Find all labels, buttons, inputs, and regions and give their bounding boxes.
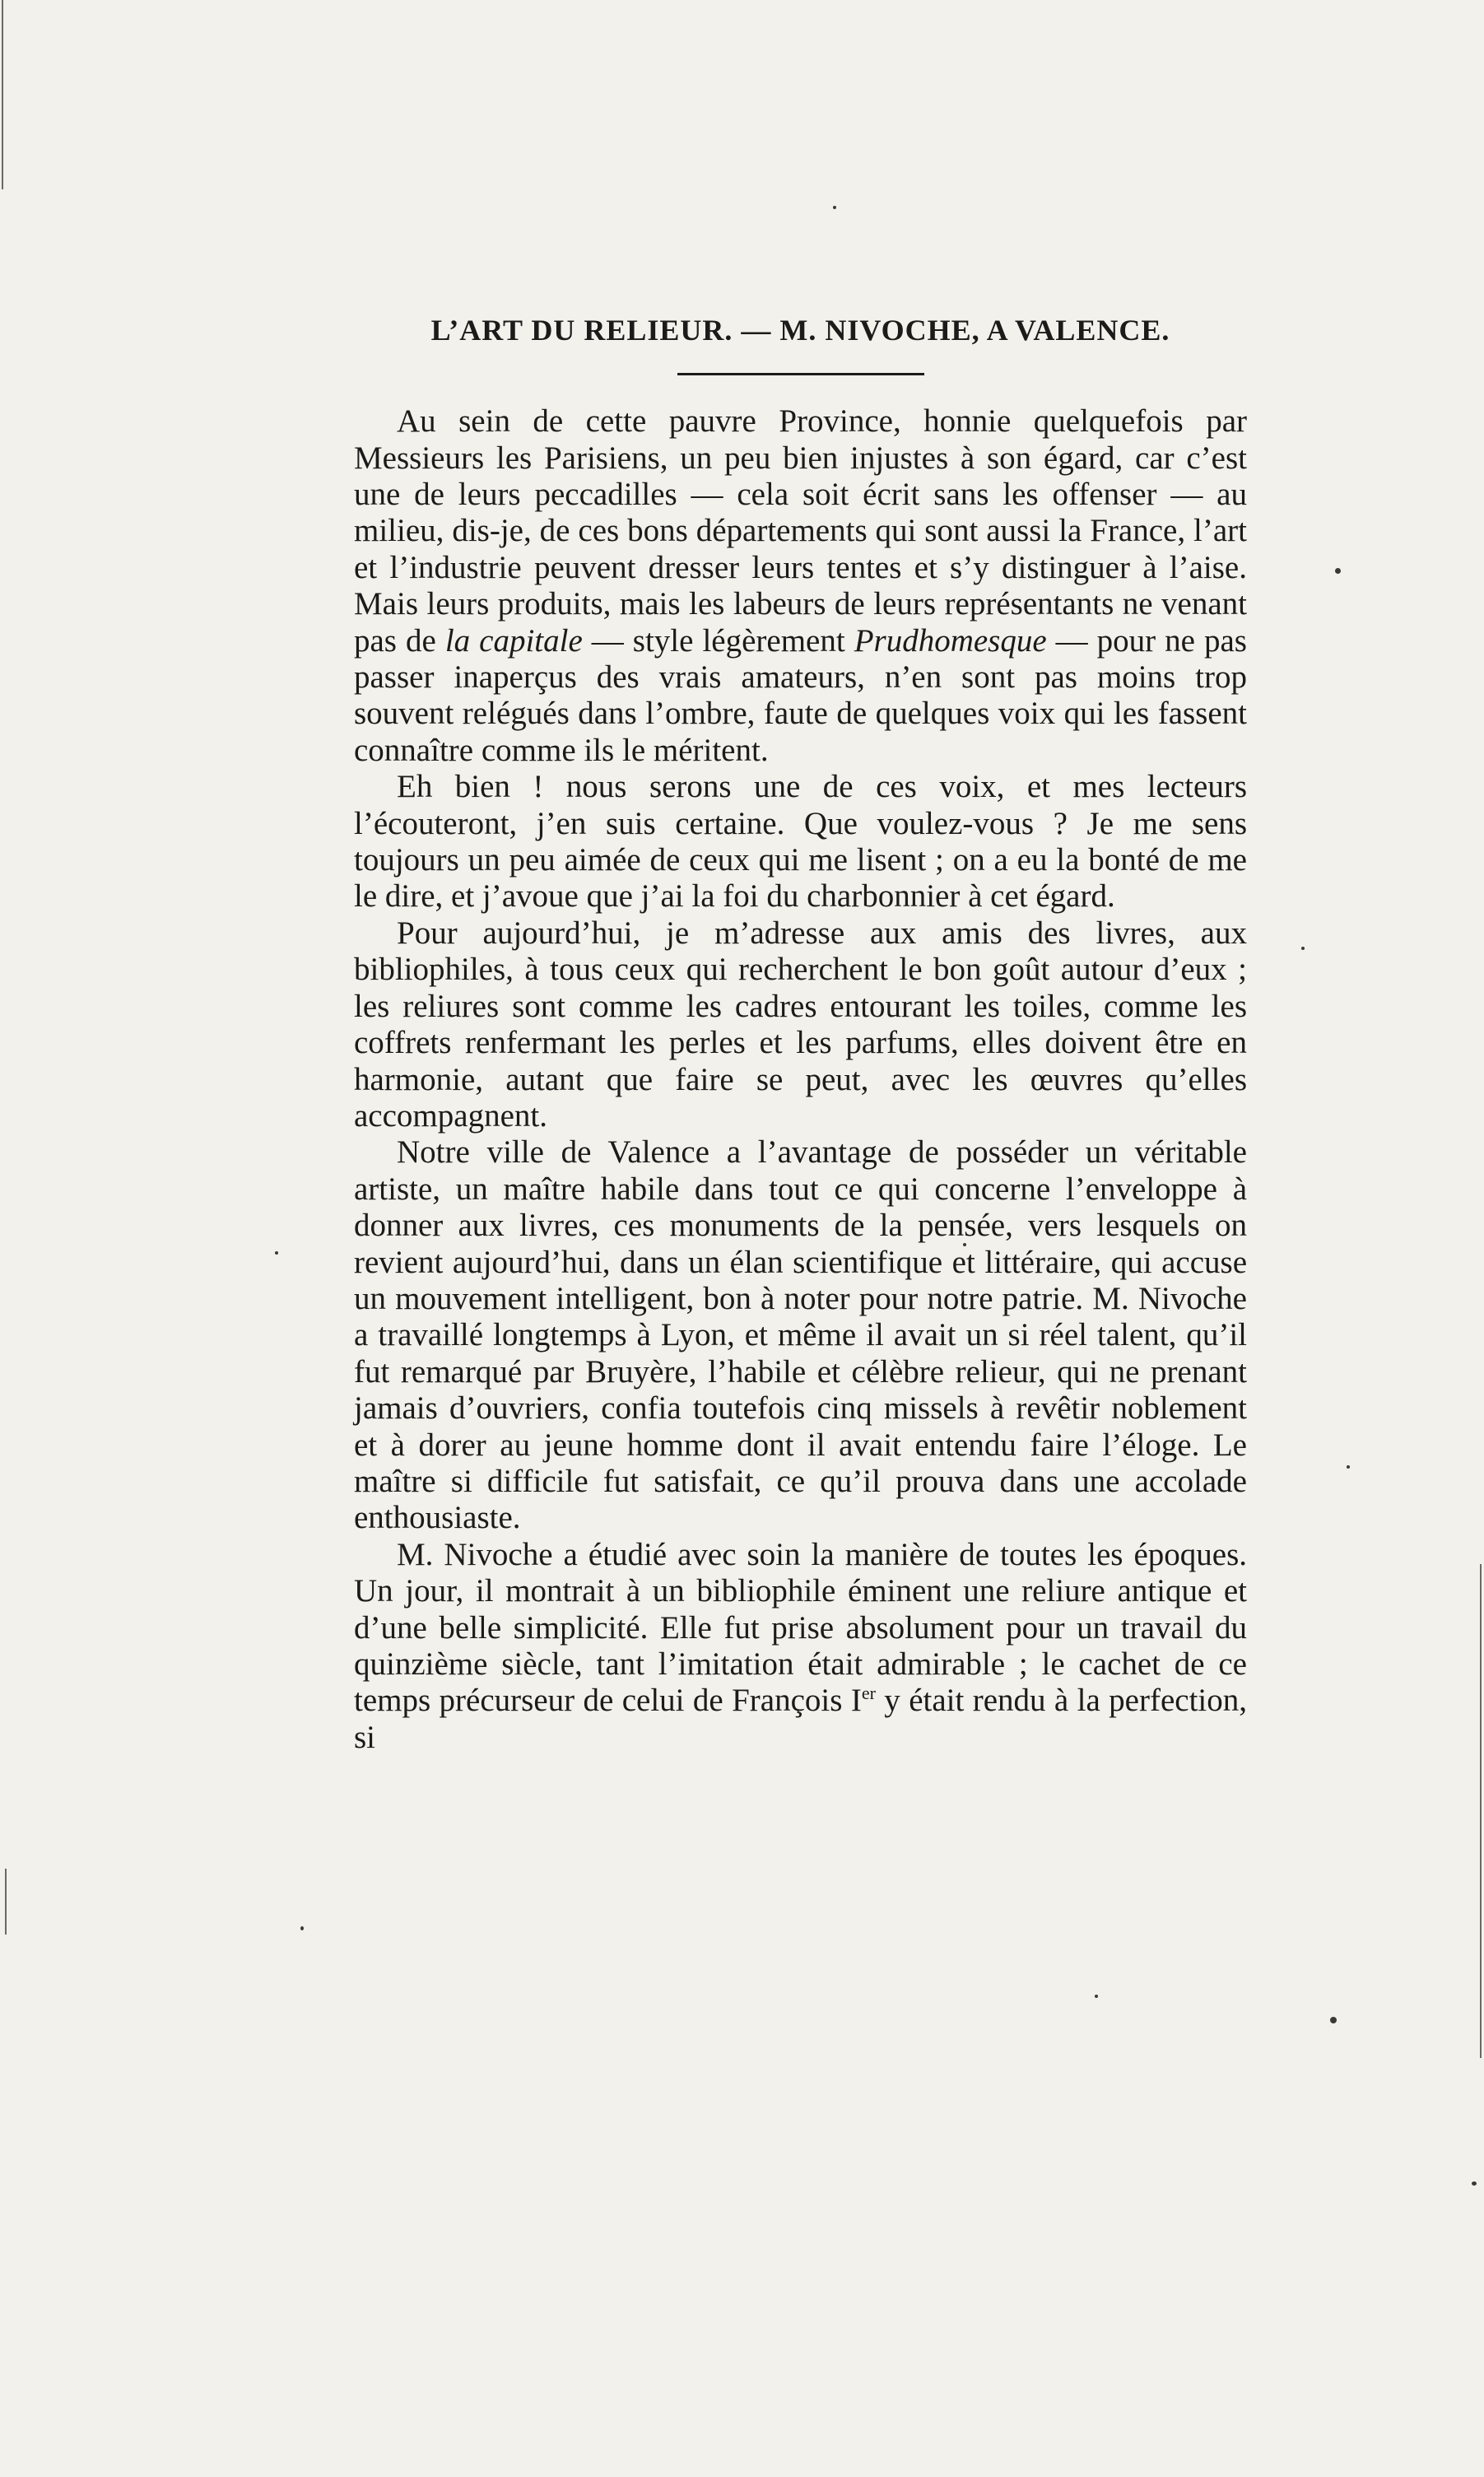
dust-speck: [1330, 2017, 1337, 2023]
right-scan-edge: [1480, 1564, 1482, 2058]
article-body: [354, 403, 1247, 1756]
text-run: Au sein de cette pauvre Province, honnie quelquefois par Messieurs les Parisiens, un peu bien injustes à son égard, car c’est une de leurs peccadilles — cela soit écrit sans les offenser — au milieu, dis-je, de ces bons départements qui sont aussi la France, l’art et l’industrie peuvent dresser leurs tentes et s’y distinguer à l’aise. Mais leurs produits, mais les labeurs de leurs représentants ne venant pas de: [354, 403, 1247, 659]
dust-speck: [1095, 1995, 1098, 1998]
text-run: Pour aujourd’hui, je m’adresse aux amis des livres, aux bibliophiles, à tous ceux qui recherchent le bon goût autour d’eux ; les reliures sont comme les cadres entourant les toiles, comme les coffrets renfermant les perles et les parfums, elles doivent être en harmonie, autant que faire se peut, avec les œuvres qu’elles accompagnent.: [354, 915, 1247, 1134]
paragraph-2: [354, 769, 1247, 915]
article-title: L’ART DU RELIEUR. — M. NIVOCHE, A VALENCE.: [430, 314, 1170, 347]
text-run: — pour ne pas passer inaperçus des vrais amateurs, n’en sont pas moins trop souvent relégués dans l’ombre, faute de quelques voix qui les fassent connaître comme ils le méritent.: [354, 622, 1247, 768]
text-run: la capitale: [444, 622, 583, 659]
text-run: M. Nivoche a étudié avec soin la manière de toutes les époques. Un jour, il montrait à un bibliophile éminent une reliure antique et d’une belle simplicité. Elle fut prise absolument pour un travail du quinzième siècle, tant l’imitation était admirable ; le cachet de ce temps précurseur de celui de François I: [354, 1536, 1247, 1719]
left-scan-edge: [2, 0, 3, 189]
text-run: er: [861, 1683, 876, 1704]
dust-speck: [833, 206, 836, 209]
left-scan-edge-lower: [5, 1869, 7, 1935]
article-text-block: [354, 313, 1247, 1756]
dust-speck: [1347, 1465, 1350, 1469]
paragraph-5: [354, 1537, 1247, 1756]
dust-speck: [1301, 947, 1305, 950]
dust-speck: [1335, 568, 1341, 574]
title-rule: [677, 373, 924, 375]
paragraph-1: [354, 403, 1247, 769]
text-run: y était rendu à la perfection, si: [354, 1683, 1247, 1755]
text-run: Notre ville de Valence a l’avantage de posséder un véritable artiste, un maître habile dans tout ce qui concerne l’enveloppe à donner aux livres, ces monuments de la pensée, vers lesquels on revient aujourd’hui, dans un élan scientifique et littéraire, qui accuse un mouvement intelligent, bon à noter pour notre patrie. M. Nivoche a travaillé longtemps à Lyon, et même il avait un si réel talent, qu’il fut remarqué par Bruyère, l’habile et célèbre relieur, qui ne prenant jamais d’ouvriers, confia toutefois cinq missels à revêtir noblement et à dorer au jeune homme dont il avait entendu faire l’éloge. Le maître si difficile fut satisfait, ce qu’il prouva dans une accolade enthousiaste.: [354, 1134, 1247, 1536]
text-run: Prudhomesque: [854, 622, 1047, 659]
text-run: Eh bien ! nous serons une de ces voix, et mes lecteurs l’écouteront, j’en suis certaine. Que voulez-vous ? Je me sens toujours un peu aimée de ceux qui me lisent ; on a eu la bonté de me le dire, et j’avoue que j’ai la foi du charbonnier à cet égard.: [354, 769, 1247, 915]
dust-speck: [1472, 2181, 1477, 2186]
paragraph-4: [354, 1134, 1247, 1536]
text-run: — style légèrement: [582, 622, 854, 659]
dust-speck: [300, 1926, 304, 1930]
paragraph-3: [354, 915, 1247, 1134]
dust-speck: [275, 1251, 278, 1255]
